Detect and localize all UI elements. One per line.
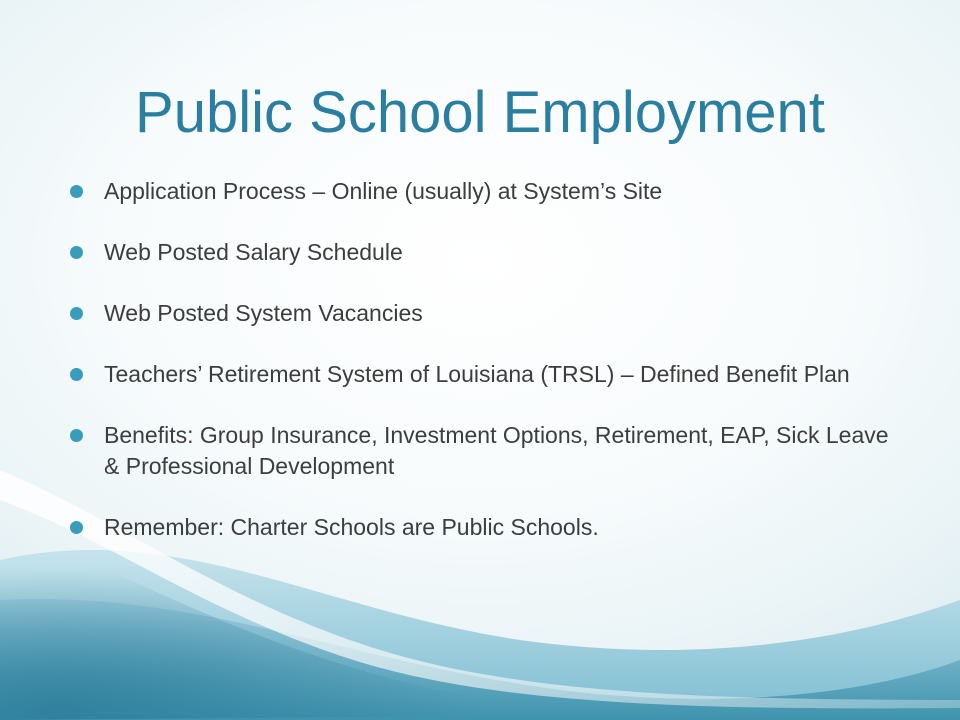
bullet-text: Remember: Charter Schools are Public Schools. [104, 514, 599, 540]
bullet-dot-icon [70, 368, 83, 381]
bullet-text: Benefits: Group Insurance, Investment Options, Retirement, EAP, Sick Leave & Professional Development [104, 422, 889, 479]
bullet-dot-icon [70, 521, 83, 534]
bullet-dot-icon [70, 185, 83, 198]
list-item [70, 512, 910, 543]
list-item [70, 359, 910, 390]
list-item [70, 176, 910, 207]
bullet-text: Web Posted System Vacancies [104, 300, 423, 326]
list-item [70, 298, 910, 329]
bullet-list [70, 176, 910, 573]
bullet-dot-icon [70, 246, 83, 259]
bullet-dot-icon [70, 429, 83, 442]
bullet-text: Web Posted Salary Schedule [104, 239, 403, 265]
bullet-dot-icon [70, 307, 83, 320]
list-item [70, 420, 910, 482]
bullet-text: Teachers’ Retirement System of Louisiana (TRSL) – Defined Benefit Plan [104, 361, 850, 387]
list-item [70, 237, 910, 268]
bullet-text: Application Process – Online (usually) at System’s Site [104, 178, 663, 204]
slide-title: Public School Employment [135, 80, 825, 145]
